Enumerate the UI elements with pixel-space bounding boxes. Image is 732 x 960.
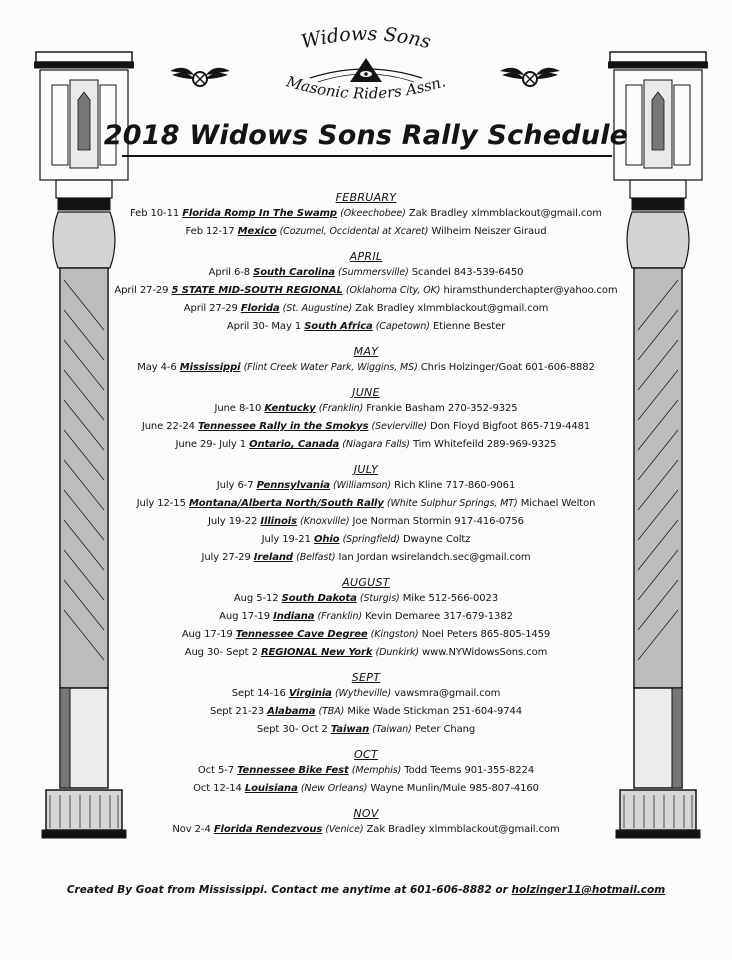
event-contact: hiramsthunderchapter@yahoo.com <box>443 285 618 296</box>
event-contact: Rich Kline 717-860-9061 <box>394 480 516 491</box>
arc-bottom-text: Masonic Riders Assn. <box>284 72 448 103</box>
event-row <box>100 418 632 436</box>
event-detail: (Venice) <box>325 824 364 835</box>
event-location: South Dakota <box>281 593 357 604</box>
event-date: July 27-29 <box>201 552 251 563</box>
event-row <box>100 780 632 798</box>
month-block <box>100 249 632 336</box>
event-detail: (Franklin) <box>317 611 362 622</box>
event-contact: Zak Bradley xlmmblackout@gmail.com <box>366 824 560 835</box>
event-location: Florida Rendezvous <box>213 824 323 835</box>
event-date: July 19-21 <box>261 534 311 545</box>
all-seeing-eye-icon <box>310 58 422 82</box>
event-location: Mexico <box>237 226 277 237</box>
month-block <box>100 344 632 377</box>
event-date: Oct 12-14 <box>193 783 242 794</box>
event-row <box>100 264 632 282</box>
event-row <box>100 762 632 780</box>
event-contact: Dwayne Coltz <box>402 534 471 545</box>
event-detail: (Summersville) <box>338 267 409 278</box>
page-title: 2018 Widows Sons Rally Schedule <box>103 120 629 151</box>
month-block <box>100 190 632 241</box>
event-date: Aug 17-19 <box>181 629 233 640</box>
event-date: July 12-15 <box>136 498 186 509</box>
event-contact: Etienne Bester <box>432 321 506 332</box>
month-heading: NOV <box>353 807 379 820</box>
event-row <box>100 282 632 300</box>
month-block <box>100 385 632 454</box>
event-date: July 6-7 <box>216 480 254 491</box>
event-detail: (Oklahoma City, OK) <box>345 285 441 296</box>
month-block <box>100 670 632 739</box>
event-row <box>100 400 632 418</box>
event-location: South Carolina <box>253 267 335 278</box>
event-location: Florida <box>240 303 280 314</box>
event-row <box>100 608 632 626</box>
event-location: Indiana <box>273 611 315 622</box>
event-detail: (Sevierville) <box>371 421 427 432</box>
event-row <box>100 821 632 839</box>
winged-wheel-icon <box>500 68 560 86</box>
event-location: Taiwan <box>330 724 370 735</box>
footer-text: Created By Goat from Mississippi. Contact me anytime at 601-606-8882 or <box>66 884 508 896</box>
event-location: Ohio <box>313 534 340 545</box>
event-location: Mississippi <box>179 362 241 373</box>
event-contact: Mike Wade Stickman 251-604-9744 <box>347 706 523 717</box>
event-location: Ireland <box>253 552 293 563</box>
event-detail: (Williamson) <box>333 480 392 491</box>
event-row <box>100 359 632 377</box>
event-detail: (Niagara Falls) <box>342 439 410 450</box>
event-date: Oct 5-7 <box>197 765 234 776</box>
event-detail: (Knoxville) <box>300 516 350 527</box>
event-location: Alabama <box>267 706 316 717</box>
event-detail: (Belfast) <box>296 552 336 563</box>
event-detail: (TBA) <box>318 706 345 717</box>
event-location: Virginia <box>288 688 332 699</box>
event-detail: (St. Augustine) <box>282 303 353 314</box>
rally-schedule <box>100 190 632 847</box>
event-location: Montana/Alberta North/South Rally <box>188 498 384 509</box>
event-detail: (Franklin) <box>318 403 364 414</box>
event-contact: Kevin Demaree 317-679-1382 <box>365 611 513 622</box>
event-detail: (White Sulphur Springs, MT) <box>386 498 518 509</box>
event-date: Nov 2-4 <box>172 824 211 835</box>
event-contact: Zak Bradley xlmmblackout@gmail.com <box>408 208 602 219</box>
arc-top-text: Widows Sons <box>299 22 434 54</box>
event-row <box>100 205 632 223</box>
event-location: Tennessee Rally in the Smokys <box>197 421 369 432</box>
event-date: Aug 30- Sept 2 <box>184 647 258 658</box>
event-date: Sept 30- Oct 2 <box>256 724 328 735</box>
event-detail: (Kingston) <box>370 629 419 640</box>
footer-email[interactable]: holzinger11@hotmail.com <box>511 884 666 896</box>
event-detail: (Flint Creek Water Park, Wiggins, MS) <box>243 362 418 373</box>
month-block <box>100 575 632 662</box>
event-detail: (New Orleans) <box>300 783 368 794</box>
month-heading: JULY <box>353 463 379 476</box>
event-contact: Wilheim Neiszer Giraud <box>431 226 547 237</box>
event-contact: Noel Peters 865-805-1459 <box>421 629 551 640</box>
event-row <box>100 223 632 241</box>
event-date: June 8-10 <box>214 403 262 414</box>
event-date: April 27-29 <box>183 303 238 314</box>
event-detail: (Okeechobee) <box>340 208 406 219</box>
event-location: Tennessee Bike Fest <box>237 765 349 776</box>
event-contact: Zak Bradley xlmmblackout@gmail.com <box>355 303 549 314</box>
event-date: Feb 10-11 <box>130 208 180 219</box>
event-detail: (Cozumel, Occidental at Xcaret) <box>279 226 429 237</box>
month-block <box>100 462 632 567</box>
event-location: REGIONAL New York <box>260 647 373 658</box>
month-heading: OCT <box>354 748 378 761</box>
event-date: June 22-24 <box>141 421 195 432</box>
event-row <box>100 436 632 454</box>
event-detail: (Springfield) <box>342 534 400 545</box>
event-location: Louisiana <box>244 783 298 794</box>
month-heading: MAY <box>353 345 379 358</box>
event-date: Aug 5-12 <box>233 593 279 604</box>
event-date: April 6-8 <box>208 267 251 278</box>
event-detail: (Memphis) <box>351 765 402 776</box>
event-row <box>100 703 632 721</box>
month-heading: APRIL <box>349 250 383 263</box>
event-date: May 4-6 <box>137 362 177 373</box>
event-date: April 27-29 <box>114 285 169 296</box>
month-heading: JUNE <box>352 386 380 399</box>
event-contact: Chris Holzinger/Goat 601-606-8882 <box>420 362 595 373</box>
event-contact: Tim Whitefeild 289-969-9325 <box>412 439 557 450</box>
event-contact: Wayne Munlin/Mule 985-807-4160 <box>370 783 539 794</box>
event-contact: Frankie Basham 270-352-9325 <box>366 403 518 414</box>
month-block <box>100 806 632 839</box>
event-location: Tennessee Cave Degree <box>235 629 368 640</box>
month-heading: FEBRUARY <box>335 191 397 204</box>
event-contact: Scandel 843-539-6450 <box>411 267 524 278</box>
winged-wheel-icon <box>170 68 230 86</box>
event-contact: www.NYWidowsSons.com <box>422 647 548 658</box>
event-detail: (Capetown) <box>375 321 430 332</box>
event-contact: Joe Norman Stormin 917-416-0756 <box>352 516 524 527</box>
event-row <box>100 318 632 336</box>
event-contact: Don Floyd Bigfoot 865-719-4481 <box>430 421 591 432</box>
event-date: Sept 14-16 <box>231 688 286 699</box>
event-contact: Mike 512-566-0023 <box>402 593 499 604</box>
event-row <box>100 531 632 549</box>
month-heading: AUGUST <box>342 576 390 589</box>
event-row <box>100 644 632 662</box>
event-location: Illinois <box>260 516 297 527</box>
event-detail: (Wytheville) <box>334 688 392 699</box>
event-date: Feb 12-17 <box>185 226 235 237</box>
event-row <box>100 685 632 703</box>
event-location: Pennsylvania <box>256 480 330 491</box>
event-row <box>100 513 632 531</box>
event-contact: Todd Teems 901-355-8224 <box>404 765 535 776</box>
event-date: June 29- July 1 <box>175 439 247 450</box>
event-location: Kentucky <box>264 403 316 414</box>
event-contact: Peter Chang <box>414 724 476 735</box>
event-row <box>100 721 632 739</box>
event-row <box>100 495 632 513</box>
title-underline <box>122 155 612 157</box>
event-date: July 19-22 <box>208 516 258 527</box>
month-block <box>100 747 632 798</box>
event-row <box>100 549 632 567</box>
event-row <box>100 626 632 644</box>
footer <box>0 884 732 896</box>
event-contact: Michael Welton <box>520 498 596 509</box>
event-row <box>100 300 632 318</box>
event-date: April 30- May 1 <box>226 321 302 332</box>
event-detail: (Dunkirk) <box>375 647 419 658</box>
event-location: South Africa <box>304 321 373 332</box>
event-detail: (Taiwan) <box>372 724 412 735</box>
event-date: Aug 17-19 <box>219 611 271 622</box>
month-heading: SEPT <box>351 671 381 684</box>
event-row <box>100 477 632 495</box>
event-date: Sept 21-23 <box>209 706 264 717</box>
event-detail: (Sturgis) <box>359 593 400 604</box>
event-location: Florida Romp In The Swamp <box>182 208 337 219</box>
event-location: Ontario, Canada <box>249 439 340 450</box>
event-row <box>100 590 632 608</box>
event-contact: Ian Jordan wsirelandch.sec@gmail.com <box>338 552 531 563</box>
event-contact: vawsmra@gmail.com <box>394 688 501 699</box>
event-location: 5 STATE MID-SOUTH REGIONAL <box>171 285 343 296</box>
